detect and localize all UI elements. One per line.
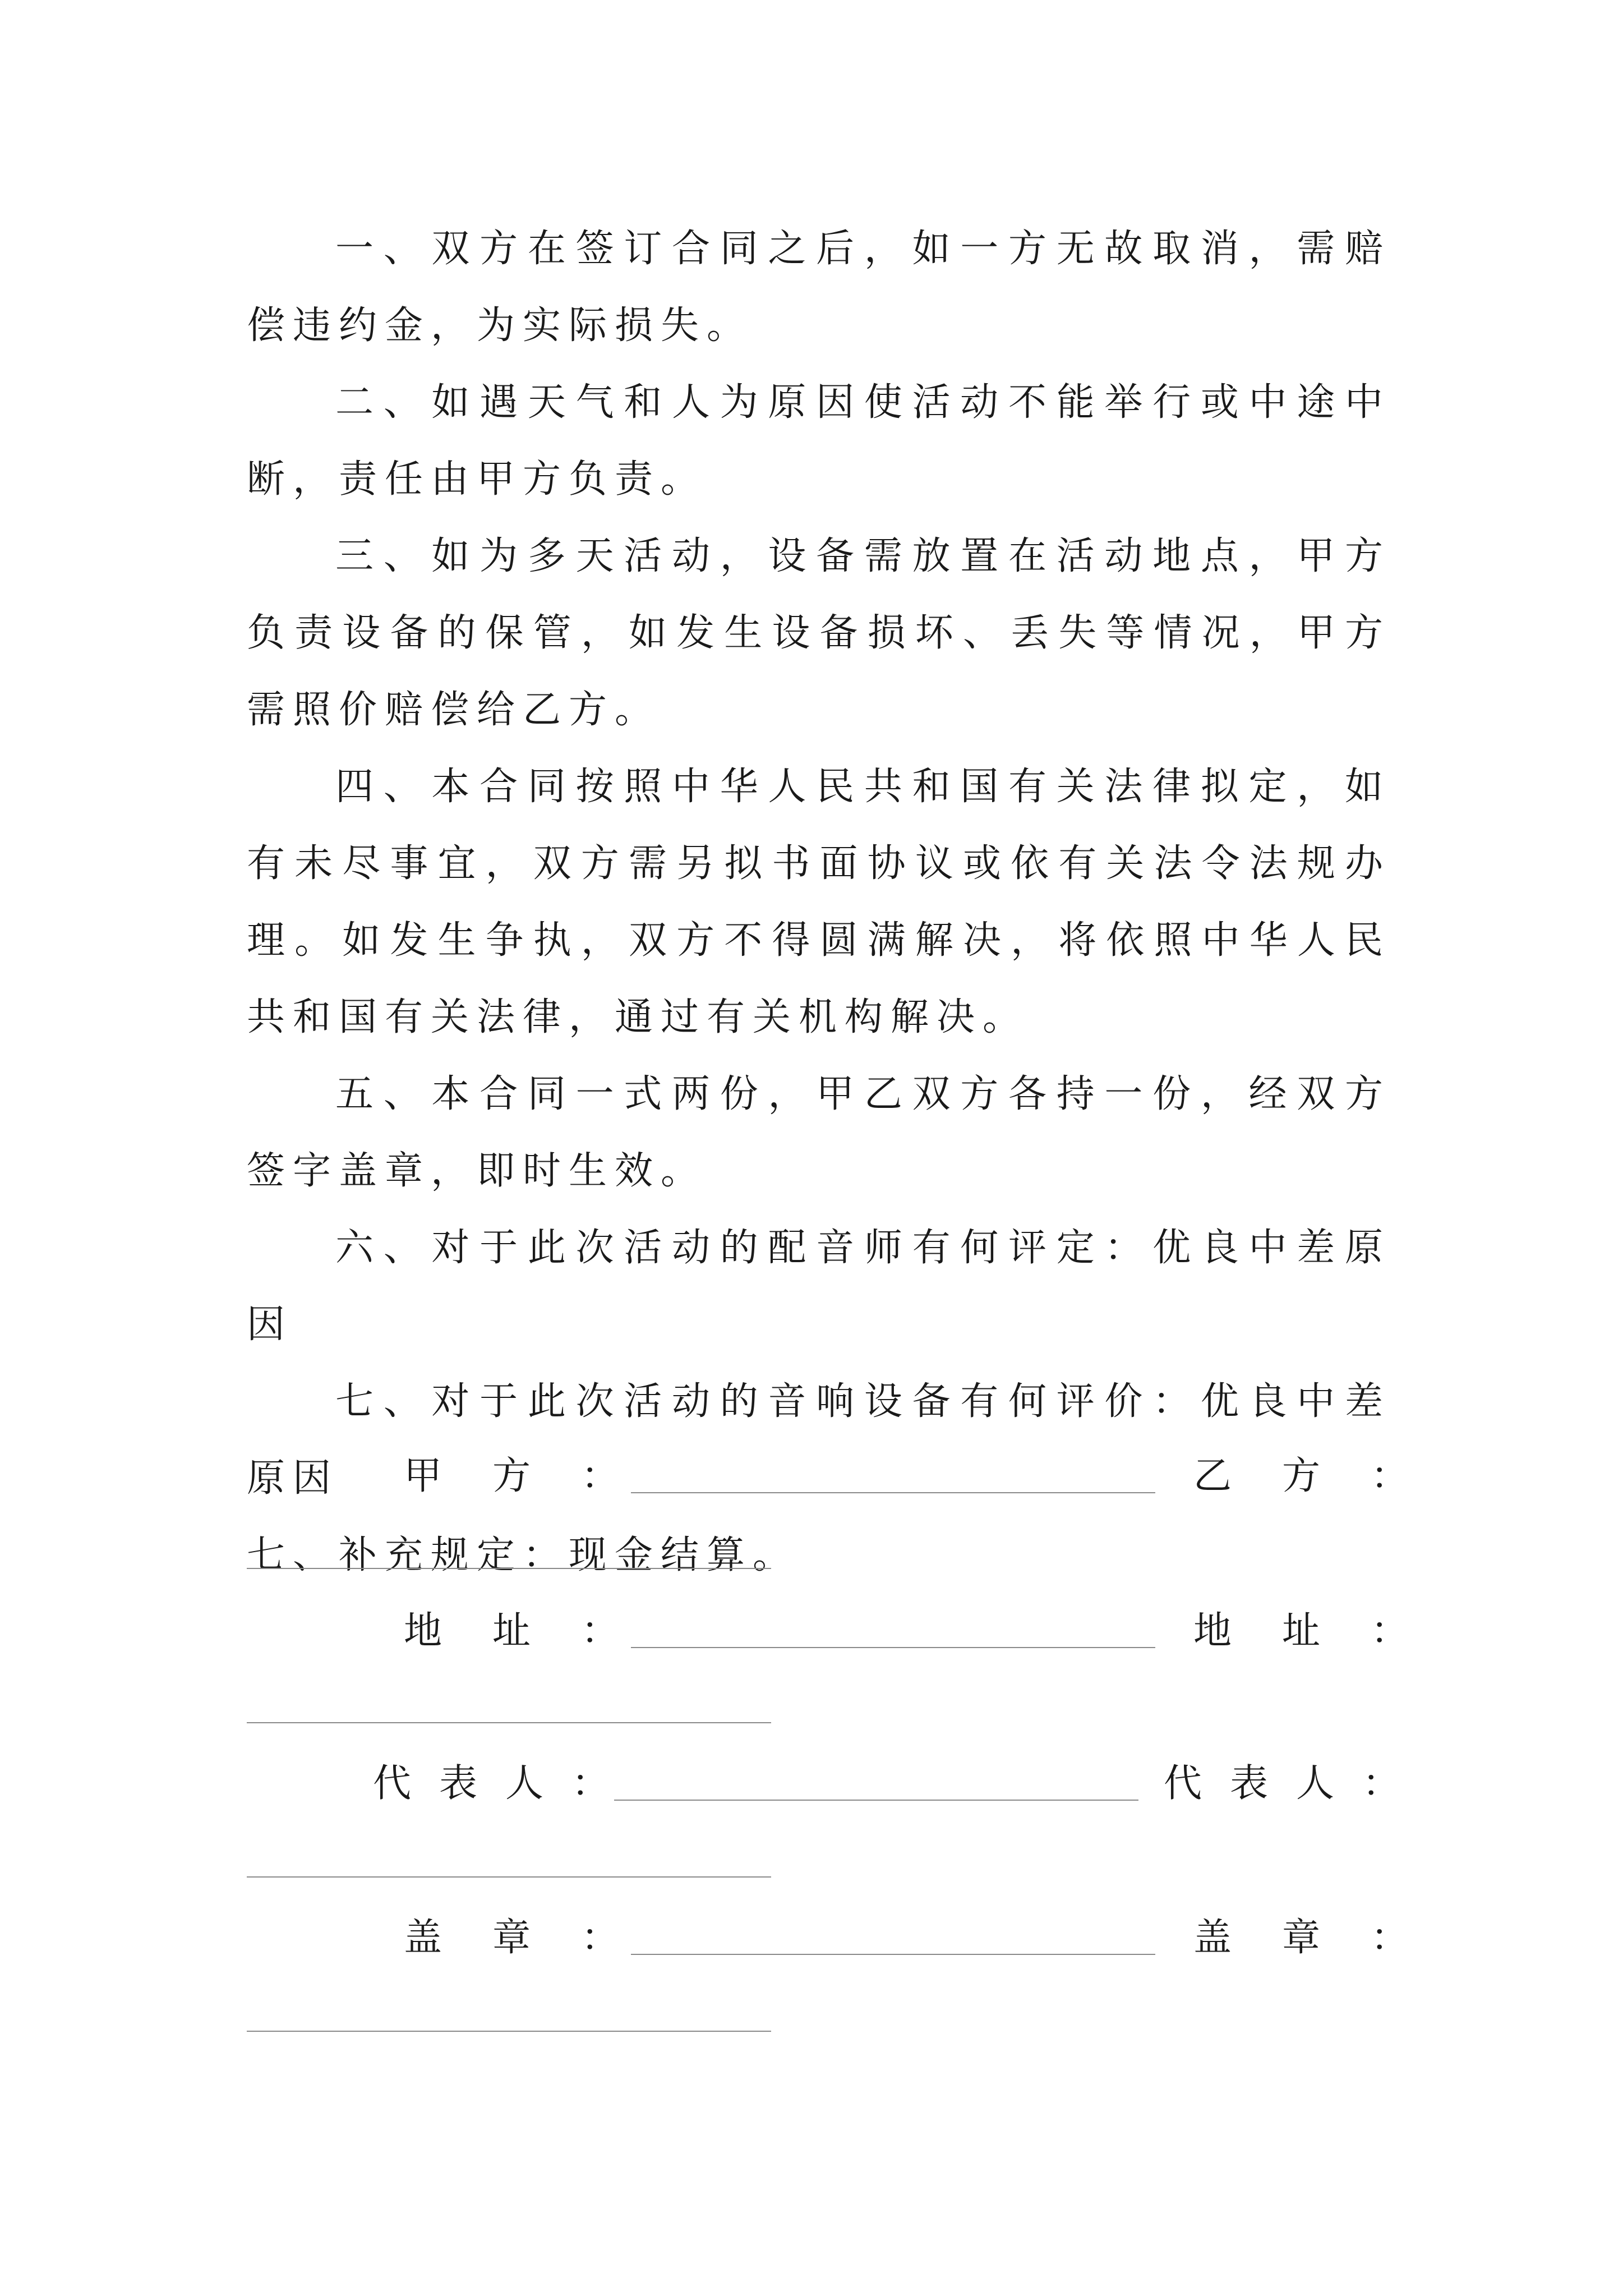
seal-b-label: 盖章：: [1193, 1916, 1460, 1960]
representative-b-label: 代表人：: [1164, 1761, 1429, 1806]
representative-b-line: [247, 1876, 771, 1878]
clause-1: 一、双方在签订合同之后，如一方无故取消，需赔偿违约金，为实际损失。: [247, 227, 1391, 348]
party-b-line: [247, 1568, 771, 1569]
party-a-line: [631, 1492, 1155, 1493]
address-a-line: [631, 1647, 1155, 1648]
seal-a-label: 盖章：: [404, 1916, 670, 1960]
representative-a-line: [614, 1800, 1138, 1801]
party-a-label: 甲方：: [404, 1454, 670, 1498]
address-a-label: 地址：: [404, 1609, 670, 1653]
seal-a-line: [631, 1954, 1155, 1955]
clause-3: 三、如为多天活动，设备需放置在活动地点，甲方负责设备的保管，如发生设备损坏、丢失等情况，甲方需照价赔偿给乙方。: [247, 534, 1391, 732]
clause-2: 二、如遇天气和人为原因使活动不能举行或中途中断，责任由甲方负责。: [247, 380, 1391, 501]
clause-5: 五、本合同一式两份，甲乙双方各持一份，经双方签字盖章，即时生效。: [247, 1072, 1391, 1193]
supplement-clause: 七、补充规定：现金结算。: [247, 1533, 799, 1577]
address-b-label: 地址：: [1193, 1609, 1460, 1653]
representative-a-label: 代表人：: [373, 1761, 638, 1806]
clause-6: 六、对于此次活动的配音师有何评定：优良中差原因: [247, 1226, 1391, 1347]
seal-b-line: [247, 2031, 771, 2032]
party-b-label: 乙方：: [1193, 1454, 1460, 1498]
clause-7: 七、对于此次活动的音响设备有何评价：优良中差原因: [247, 1379, 1391, 1501]
contract-clauses: [247, 210, 1391, 1594]
address-b-line: [247, 1722, 771, 1723]
clause-4: 四、本合同按照中华人民共和国有关法律拟定，如有未尽事宜，双方需另拟书面协议或依有关法令法规办理。如发生争执，双方不得圆满解决，将依照中华人民共和国有关法律，通过有关机构解决。: [247, 765, 1391, 1039]
